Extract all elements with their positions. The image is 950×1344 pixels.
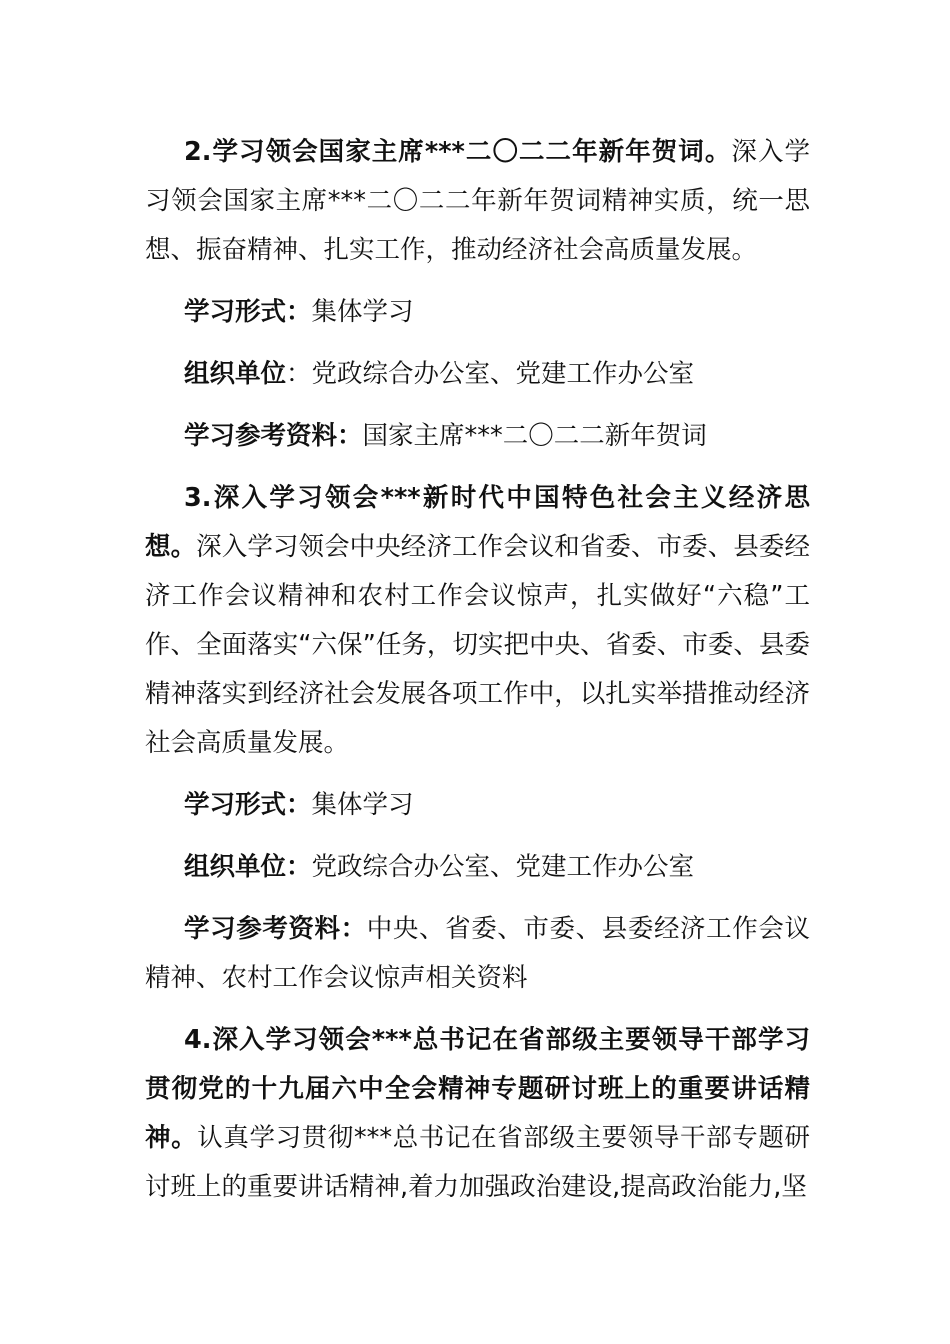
- section-3-heading: 3.深入学习领会***新时代中国特色社会主义经济思想。: [145, 483, 810, 562]
- ref-label: 学习参考资料：: [184, 421, 363, 451]
- section-3-ref: [145, 905, 810, 1003]
- section-4-paragraph: [145, 1016, 810, 1212]
- ref-value: 中央、省委、市委、县委经济工作会议精神、农村工作会议惊声相关资料: [145, 914, 810, 993]
- org-value: ：党政综合办公室、党建工作办公室: [286, 359, 695, 389]
- section-3-org: [145, 843, 810, 892]
- ref-label: 学习参考资料：: [184, 914, 367, 944]
- form-label: 学习形式：: [184, 297, 312, 327]
- section-2-paragraph: [145, 128, 810, 275]
- section-2-ref: [145, 412, 810, 461]
- form-value: 集体学习: [311, 297, 414, 327]
- section-2-heading: 2.学习领会国家主席***二〇二二年新年贺词。: [184, 137, 732, 167]
- section-4-body: 认真学习贯彻***总书记在省部级主要领导干部专题研讨班上的重要讲话精神,着力加强政治建设,提高政治能力,坚: [145, 1123, 810, 1202]
- org-label: 组织单位: [184, 359, 287, 389]
- document-body: [145, 128, 810, 1212]
- section-4-heading: 4.深入学习领会***总书记在省部级主要领导干部学习贯彻党的十九届六中全会精神专题研讨班上的重要讲话精神。: [145, 1025, 810, 1153]
- section-3-form: [145, 781, 810, 830]
- form-label: 学习形式：: [184, 790, 312, 820]
- org-label: 组织单位：: [184, 852, 312, 882]
- form-value: 集体学习: [311, 790, 414, 820]
- ref-value: 国家主席***二〇二二新年贺词: [362, 421, 707, 451]
- section-3-paragraph: [145, 474, 810, 768]
- section-3-body: 深入学习领会中央经济工作会议和省委、市委、县委经济工作会议精神和农村工作会议惊声，扎实做好“六稳”工作、全面落实“六保”任务，切实把中央、省委、市委、县委精神落实到经济社会发展各项工作中，以扎实举措推动经济社会高质量发展。: [145, 532, 810, 758]
- org-value: 党政综合办公室、党建工作办公室: [311, 852, 695, 882]
- section-2-body: 深入学习领会国家主席***二〇二二年新年贺词精神实质，统一思想、振奋精神、扎实工作，推动经济社会高质量发展。: [145, 137, 810, 265]
- section-2-org: [145, 350, 810, 399]
- section-2-form: [145, 288, 810, 337]
